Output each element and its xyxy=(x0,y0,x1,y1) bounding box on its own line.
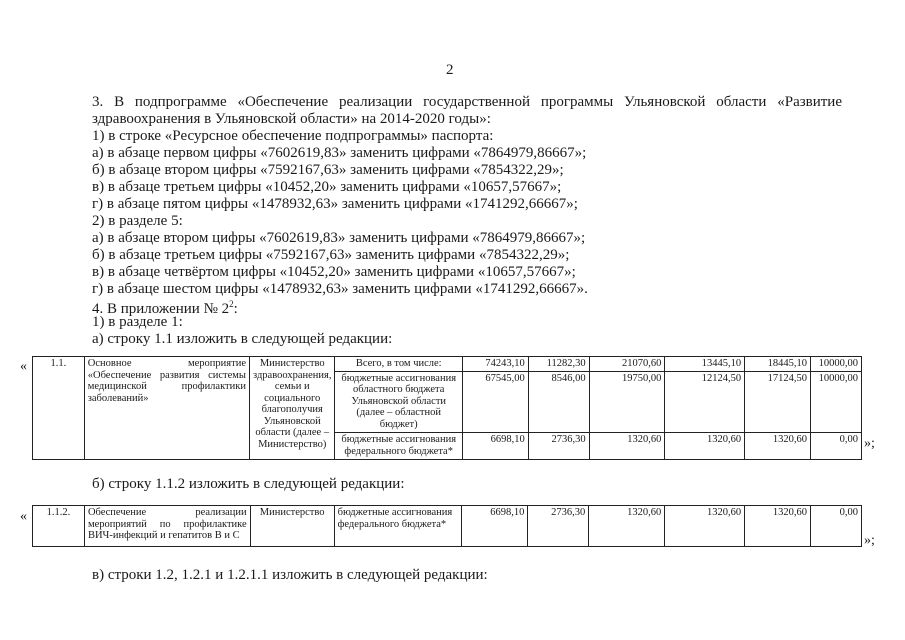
value-cell: 0,00 xyxy=(811,506,862,547)
text-line: в) в абзаце четвёртом цифры «10452,20» заменить цифрами «10657,57667»; xyxy=(92,264,576,280)
appendix-superscript: 2 xyxy=(229,299,234,309)
value-cell: 12124,50 xyxy=(665,371,745,433)
text-line: б) в абзаце втором цифры «7592167,63» заменить цифрами «7854322,29»; xyxy=(92,162,564,178)
value-cell: 1320,60 xyxy=(745,433,811,460)
text-line: 2) в разделе 5: xyxy=(92,213,183,229)
text-line: 1) в строке «Ресурсное обеспечение подпрограммы» паспорта: xyxy=(92,128,494,144)
funding-source: Всего, в том числе: xyxy=(335,357,463,372)
executor: Министерство здравоохранения, семьи и социального благополучия Ульяновской области (далее – Министерство) xyxy=(249,357,334,460)
table-row-1-1 xyxy=(32,356,862,460)
table-row xyxy=(33,506,862,547)
text-line: а) в абзаце втором цифры «7602619,83» заменить цифрами «7864979,86667»; xyxy=(92,230,586,246)
value-cell: 18445,10 xyxy=(745,357,811,372)
text-line: в) в абзаце третьем цифры «10452,20» заменить цифрами «10657,57667»; xyxy=(92,179,562,195)
value-cell: 13445,10 xyxy=(665,357,745,372)
value-cell: 74243,10 xyxy=(462,357,528,372)
funding-source: бюджетные ассигнования федерального бюджета* xyxy=(334,506,462,547)
value-cell: 17124,50 xyxy=(745,371,811,433)
value-cell: 19750,00 xyxy=(589,371,665,433)
text-line: а) в абзаце первом цифры «7602619,83» заменить цифрами «7864979,86667»; xyxy=(92,145,587,161)
table-row-1-1-2 xyxy=(32,505,862,547)
value-cell: 1320,60 xyxy=(589,506,665,547)
value-cell: 1320,60 xyxy=(665,506,745,547)
text-line: а) строку 1.1 изложить в следующей редакции: xyxy=(92,331,393,347)
value-cell: 8546,00 xyxy=(528,371,589,433)
value-cell: 1320,60 xyxy=(745,506,811,547)
value-cell: 1320,60 xyxy=(589,433,665,460)
value-cell: 10000,00 xyxy=(810,357,861,372)
text-line: б) строку 1.1.2 изложить в следующей редакции: xyxy=(92,476,405,492)
value-cell: 6698,10 xyxy=(462,506,528,547)
executor: Министерство xyxy=(250,506,334,547)
text-line: 1) в разделе 1: xyxy=(92,314,183,330)
open-quote: « xyxy=(20,509,27,524)
value-cell: 67545,00 xyxy=(462,371,528,433)
appendix-line-text: 4. В приложении № 2 xyxy=(92,301,230,317)
value-cell: 10000,00 xyxy=(810,371,861,433)
text-line: в) строки 1.2, 1.2.1 и 1.2.1.1 изложить в следующей редакции: xyxy=(92,567,488,583)
row-number: 1.1.2. xyxy=(33,506,85,547)
value-cell: 2736,30 xyxy=(528,506,589,547)
value-cell: 21070,60 xyxy=(589,357,665,372)
value-cell: 6698,10 xyxy=(462,433,528,460)
close-quote: »; xyxy=(864,436,875,451)
text-line: г) в абзаце шестом цифры «1478932,63» заменить цифрами «1741292,66667». xyxy=(92,281,588,297)
paragraph-3: 3. В подпрограмме «Обеспечение реализации государственной программы Ульяновской области «Развитие здравоохранения в Ульяновской области» на 2014-2020 годы»: xyxy=(92,94,842,128)
row-number: 1.1. xyxy=(33,357,85,460)
text-line: б) в абзаце третьем цифры «7592167,63» заменить цифрами «7854322,29»; xyxy=(92,247,570,263)
close-quote: »; xyxy=(864,533,875,548)
measure-name: Обеспечение реализации мероприятий по профилактике ВИЧ-инфекций и гепатитов B и C xyxy=(84,506,250,547)
value-cell: 0,00 xyxy=(810,433,861,460)
open-quote: « xyxy=(20,359,27,374)
funding-source: бюджетные ассигнования федерального бюджета* xyxy=(335,433,463,460)
appendix-line-colon: : xyxy=(233,301,238,317)
page-number: 2 xyxy=(446,62,454,78)
funding-source: бюджетные ассигнования областного бюджета Ульяновской области (далее – областной бюджет) xyxy=(335,371,463,433)
table-row xyxy=(33,357,862,372)
measure-name: Основное мероприятие «Обеспечение развития системы медицинской профилактики заболеваний» xyxy=(84,357,249,460)
value-cell: 2736,30 xyxy=(528,433,589,460)
value-cell: 11282,30 xyxy=(528,357,589,372)
value-cell: 1320,60 xyxy=(665,433,745,460)
text-line: г) в абзаце пятом цифры «1478932,63» заменить цифрами «1741292,66667»; xyxy=(92,196,578,212)
